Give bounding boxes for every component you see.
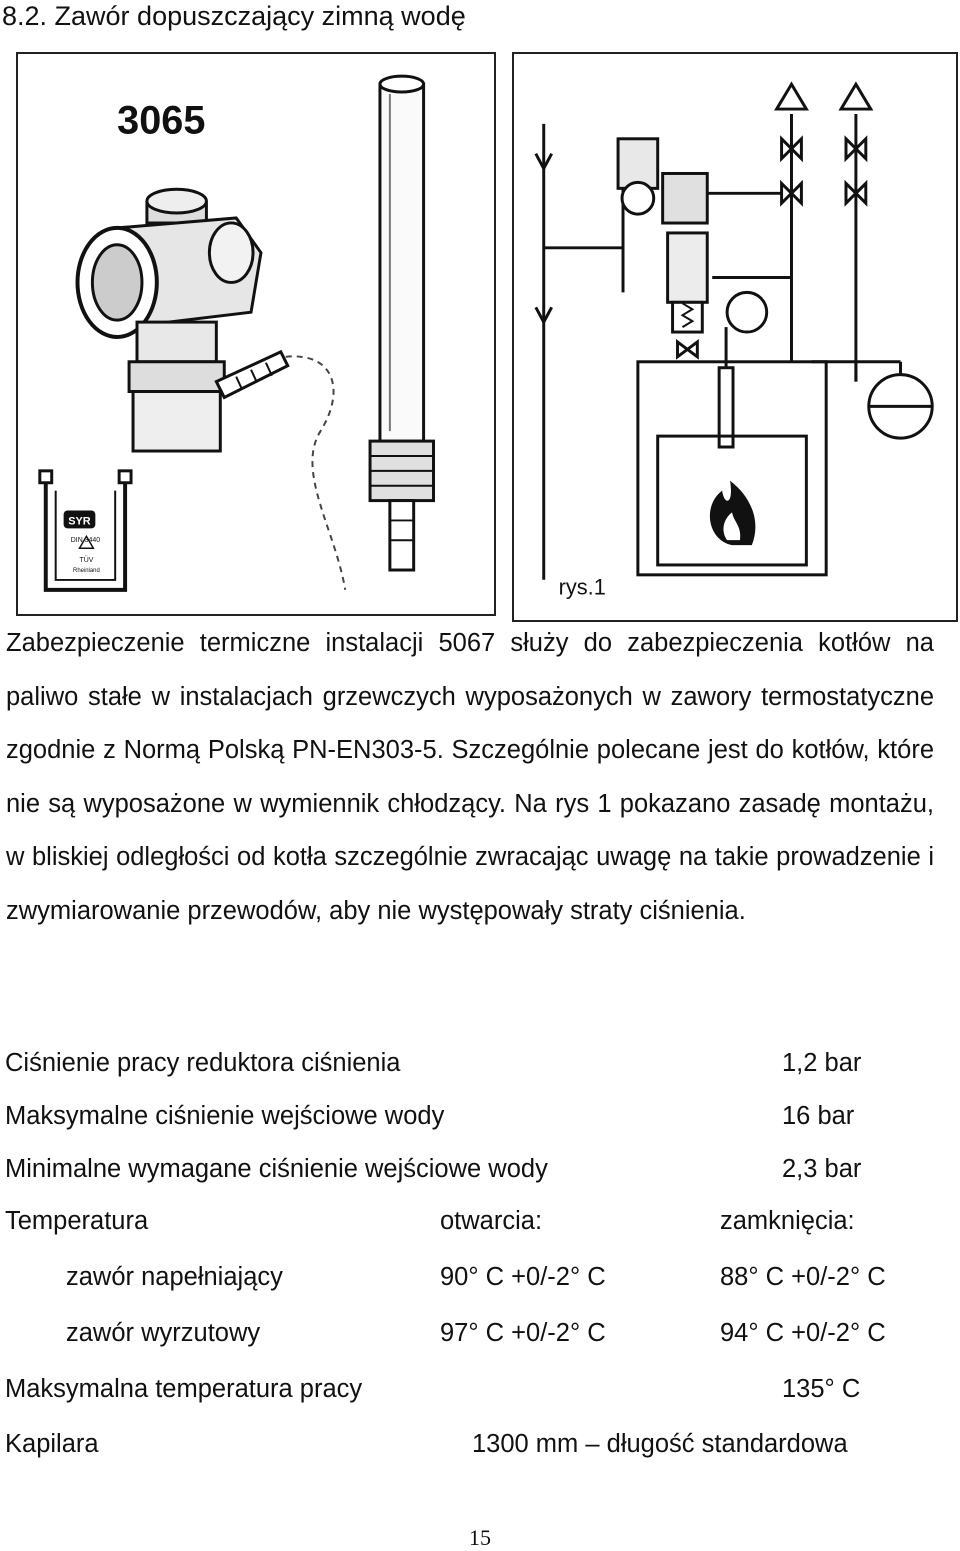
max-temp-value: 135° C	[782, 1375, 861, 1403]
capillary-value: 1300 mm – długość standardowa	[472, 1430, 848, 1458]
temperature-row-open: 97° C +0/-2° C	[440, 1319, 606, 1347]
capillary-label: Kapilara	[5, 1430, 99, 1458]
description-paragraph: Zabezpieczenie termiczne instalacji 5067 służy do zabezpieczenia kotłów na paliwo stałe w instalacjach grzewczych wyposażonych w zawory termostatyczne zgodnie z Normą Polską PN-EN303-5. Szczególnie polecane jest do kotłów, które nie są wyposażone w wymiennik chłodzący. Na rys 1 pokazano zasadę montażu, w bliskiej odległości od kotła szczególnie zwracając uwagę na takie prowadzenie i zwymiarowanie przewodów, aby nie występowały straty ciśnienia.	[6, 629, 934, 925]
spec-label: Maksymalne ciśnienie wejściowe wody	[5, 1102, 445, 1130]
spec-label: Ciśnienie pracy reduktora ciśnienia	[5, 1049, 401, 1077]
page-number: 15	[469, 1525, 491, 1550]
temperature-row-name: zawór wyrzutowy	[66, 1319, 261, 1347]
figure-caption: rys.1	[558, 574, 606, 600]
badge-cert-sub: Rheinland	[73, 568, 100, 574]
model-label: 3065	[117, 98, 206, 143]
installation-diagram	[512, 52, 958, 622]
temperature-row-open: 90° C +0/-2° C	[440, 1263, 606, 1291]
section-heading: 8.2. Zawór dopuszczający zimną wodę	[2, 1, 466, 31]
max-temp-label: Maksymalna temperatura pracy	[5, 1375, 363, 1403]
badge-brand: SYR	[68, 515, 91, 528]
temperature-label: Temperatura	[5, 1207, 149, 1235]
valve-drawing	[18, 54, 494, 614]
temperature-row-close: 94° C +0/-2° C	[720, 1319, 886, 1347]
badge-cert: TÜV	[79, 557, 94, 565]
temperature-col-close: zamknięcia:	[720, 1207, 855, 1235]
schematic-drawing	[514, 54, 956, 620]
temperature-col-open: otwarcia:	[440, 1207, 543, 1235]
valve-illustration	[16, 52, 496, 616]
spec-value: 16 bar	[782, 1102, 855, 1130]
temperature-row-name: zawór napełniający	[66, 1263, 283, 1291]
spec-value: 2,3 bar	[782, 1155, 862, 1183]
spec-value: 1,2 bar	[782, 1049, 862, 1077]
spec-label: Minimalne wymagane ciśnienie wejściowe wody	[5, 1155, 548, 1183]
badge-norm: DIN 3440	[70, 537, 101, 545]
certification-badge	[40, 471, 131, 590]
temperature-row-close: 88° C +0/-2° C	[720, 1263, 886, 1291]
